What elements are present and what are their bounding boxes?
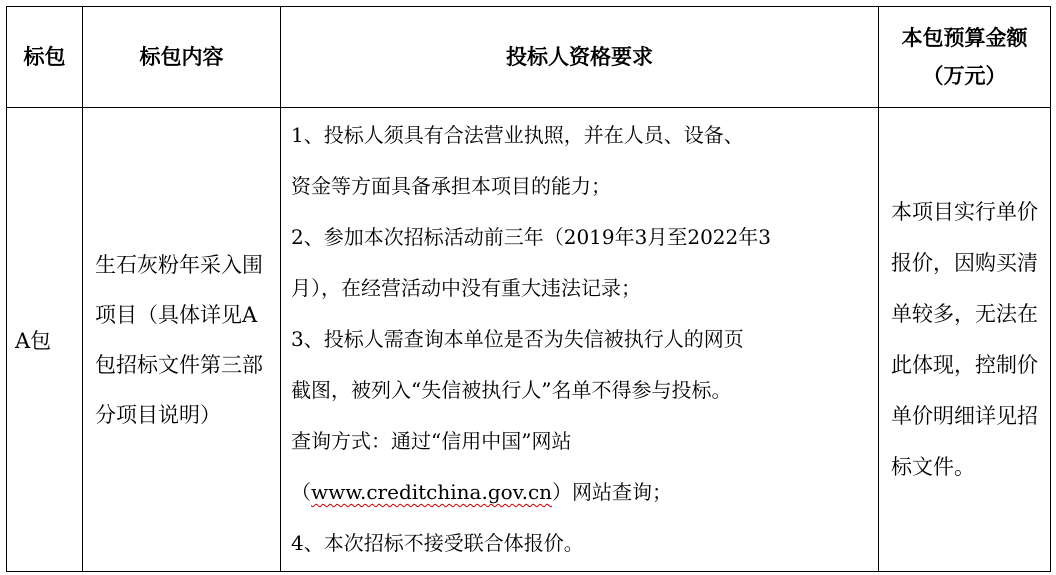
header-package: 标包 — [7, 7, 83, 108]
header-package-content: 标包内容 — [83, 7, 281, 108]
requirement-line: 4、本次招标不接受联合体报价。 — [291, 531, 584, 555]
requirements-cell — [281, 108, 879, 572]
budget-cell: 本项目实行单价报价，因购买清单较多，无法在此体现，控制价单价明细详见招标文件。 — [879, 108, 1051, 572]
header-budget: 本包预算金额（万元） — [879, 7, 1051, 108]
requirement-line-url — [291, 467, 874, 518]
requirement-line: 2、参加本次招标活动前三年（2019年3月至2022年3 — [291, 225, 771, 249]
requirement-line: 1、投标人须具有合法营业执照，并在人员、设备、 — [291, 123, 744, 147]
requirement-line: 资金等方面具备承担本项目的能力； — [291, 174, 611, 198]
header-row — [7, 7, 1051, 108]
table-row — [7, 108, 1051, 572]
header-bidder-requirements: 投标人资格要求 — [281, 7, 879, 108]
creditchina-url: www.creditchina.gov.cn — [311, 480, 553, 504]
requirement-line: 3、投标人需查询本单位是否为失信被执行人的网页 — [291, 327, 744, 351]
requirement-line: 截图，被列入“失信被执行人”名单不得参与投标。 — [291, 378, 732, 402]
requirement-line: 查询方式：通过“信用中国”网站 — [291, 429, 572, 453]
url-close-text: ）网站查询； — [552, 480, 673, 504]
requirement-line: 月），在经营活动中没有重大违法记录； — [291, 276, 641, 300]
package-id-cell: A包 — [7, 108, 83, 572]
bid-qualification-table — [6, 6, 1051, 572]
url-open-paren: （ — [291, 480, 311, 504]
package-content-cell: 生石灰粉年采入围项目（具体详见A包招标文件第三部分项目说明） — [83, 108, 281, 572]
